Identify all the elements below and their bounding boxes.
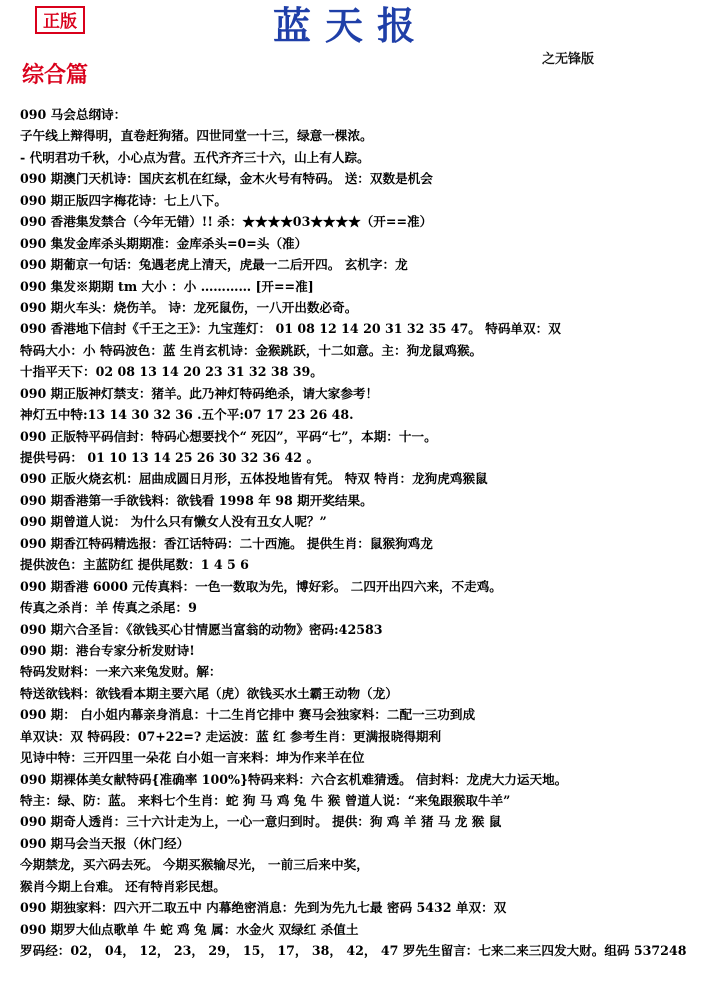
text-line: 今期禁龙，买六码去死。 今期买猴输尽光， 一前三后来中奖， [20,857,369,873]
text-line: 罗码经：02， 04， 12， 23， 29， 15， 17， 38， 42， 47 罗先生留言：七来二来三四发大财。组码 537248 [20,943,687,959]
text-line: 090 期罗大仙点歌单 牛 蛇 鸡 兔 属：水金火 双绿红 杀值土 [20,921,359,937]
content-lines [20,104,696,962]
text-line: 090 期香港 6000 元传真料：一色一数取为先，博好彩。 二四开出四六来，不走鸡。 [20,578,502,594]
text-line: 特送欲钱料：欲钱看本期主要六尾（虎）欲钱买水土霸王动物（龙） [20,685,398,701]
text-line: 子午线上辩得明，直卷赶狗猪。四世同堂一十三，绿意一棵浓。 [20,128,373,144]
text-line: 090 期独家料：四六开二取五中 内幕绝密消息：先到为先九七最 密码 5432 单双：双 [20,900,507,916]
text-line: 090 正版火烧玄机：屈曲成圆日月形，五体投地皆有凭。 特双 特肖：龙狗虎鸡猴鼠 [20,471,488,487]
text-line: 090 期火车头：烧伤羊。 诗：龙死鼠伤，一八开出数必奇。 [20,299,358,315]
text-line: 神灯五中特:13 14 30 32 36 .五个平:07 17 23 26 48. [20,407,354,423]
text-line: 090 期澳门天机诗：国庆玄机在红绿，金木火号有特码。 送：双数是机会 [20,171,433,187]
text-line: 090 期葡京一句话：兔遇老虎上清天，虎最一二后开四。 玄机字：龙 [20,257,408,273]
text-line: 090 期香港第一手欲钱料：欲钱看 1998 年 98 期开奖结果。 [20,492,373,508]
text-line: 090 期六合圣旨：《欲钱买心甘情愿当富翁的动物》密码:42583 [20,621,383,637]
text-line: 特码大小：小 特码波色：蓝 生肖玄机诗：金猴跳跃，十二如意。主：狗龙鼠鸡猴。 [20,342,483,358]
text-line: 090 集发※期期 tm 大小 ：小 ………… [开==准] [20,278,314,294]
text-line: - 代明君功千秋，小心点为营。五代齐齐三十六，山上有人踪。 [20,149,370,165]
text-line: 传真之杀肖：羊 传真之杀尾：9 [20,600,197,616]
text-line: 090 集发金库杀头期期准：金库杀头=0=头（准） [20,235,308,251]
text-line: 提供号码： 01 10 13 14 25 26 30 32 36 42 。 [20,450,320,465]
text-line: 090 期正版神灯禁支：猪羊。此乃神灯特码绝杀，请大家参考！ [20,385,379,401]
text-line: 单双诀：双 特码段：07+22=? 走运波：蓝 红 参考生肖：更满报晓得期利 [20,728,442,744]
text-line: 特码发财料：一来六来兔发财。解： [20,664,222,680]
authentic-badge: 正版 [35,6,85,34]
text-line: 090 香港地下信封《千王之王》：九宝莲灯： 01 08 12 14 20 31 32 35 47。 特码单双：双 [20,321,561,337]
text-line: 090 期奇人透肖：三十六计走为上，一心一意归到时。 提供：狗 鸡 羊 猪 马 龙 猴 鼠 [20,814,502,830]
text-line: 090 期：港台专家分析发财诗! [20,642,195,658]
edition-label: 之无锋版 [542,52,595,67]
text-line: 090 期： 白小姐内幕亲身消息：十二生肖它排中 赛马会独家料：二配一三功到成 [20,707,476,723]
section-heading: 综合篇 [22,62,89,88]
text-line: 提供波色：主蓝防红 提供尾数：1 4 5 6 [20,557,249,573]
text-line: 090 期正版四字梅花诗：七上八下。 [20,192,227,208]
text-line: 猴肖今期上台难。 还有特肖彩民想。 [20,878,226,894]
text-line: 十指平天下：02 08 13 14 20 23 31 32 38 39。 [20,364,323,380]
text-line: 090 期曾道人说： 为什么只有懒女人没有丑女人呢？” [20,514,327,530]
text-line: 090 正版特平码信封：特码心想要找个“ 死囚”，平码“七”，本期：十一。 [20,428,437,444]
text-line: 090 期香江特码精选报：香江话特码：二十西施。 提供生肖：鼠猴狗鸡龙 [20,535,433,551]
text-line: 090 马会总纲诗： [20,107,127,122]
text-line: 见诗中特：三开四里一朵花 白小姐一言来料：坤为作来羊在位 [20,750,365,766]
text-line: 090 期裸体美女献特码{准确率 100%}特码来料：六合玄机难猜透。 信封料：龙虎大力运天地。 [20,771,568,787]
newspaper-title: 蓝天报 [272,3,429,48]
text-line: 090 期马会当天报（休门经） [20,835,190,851]
text-line: 特主：绿、防：蓝。 来料七个生肖：蛇 狗 马 鸡 兔 牛 猴 曾道人说：“来兔跟猴取牛羊” [20,793,511,808]
text-line: 090 香港集发禁合（今年无错）!! 杀：★★★★03★★★★（开==准） [20,214,433,230]
